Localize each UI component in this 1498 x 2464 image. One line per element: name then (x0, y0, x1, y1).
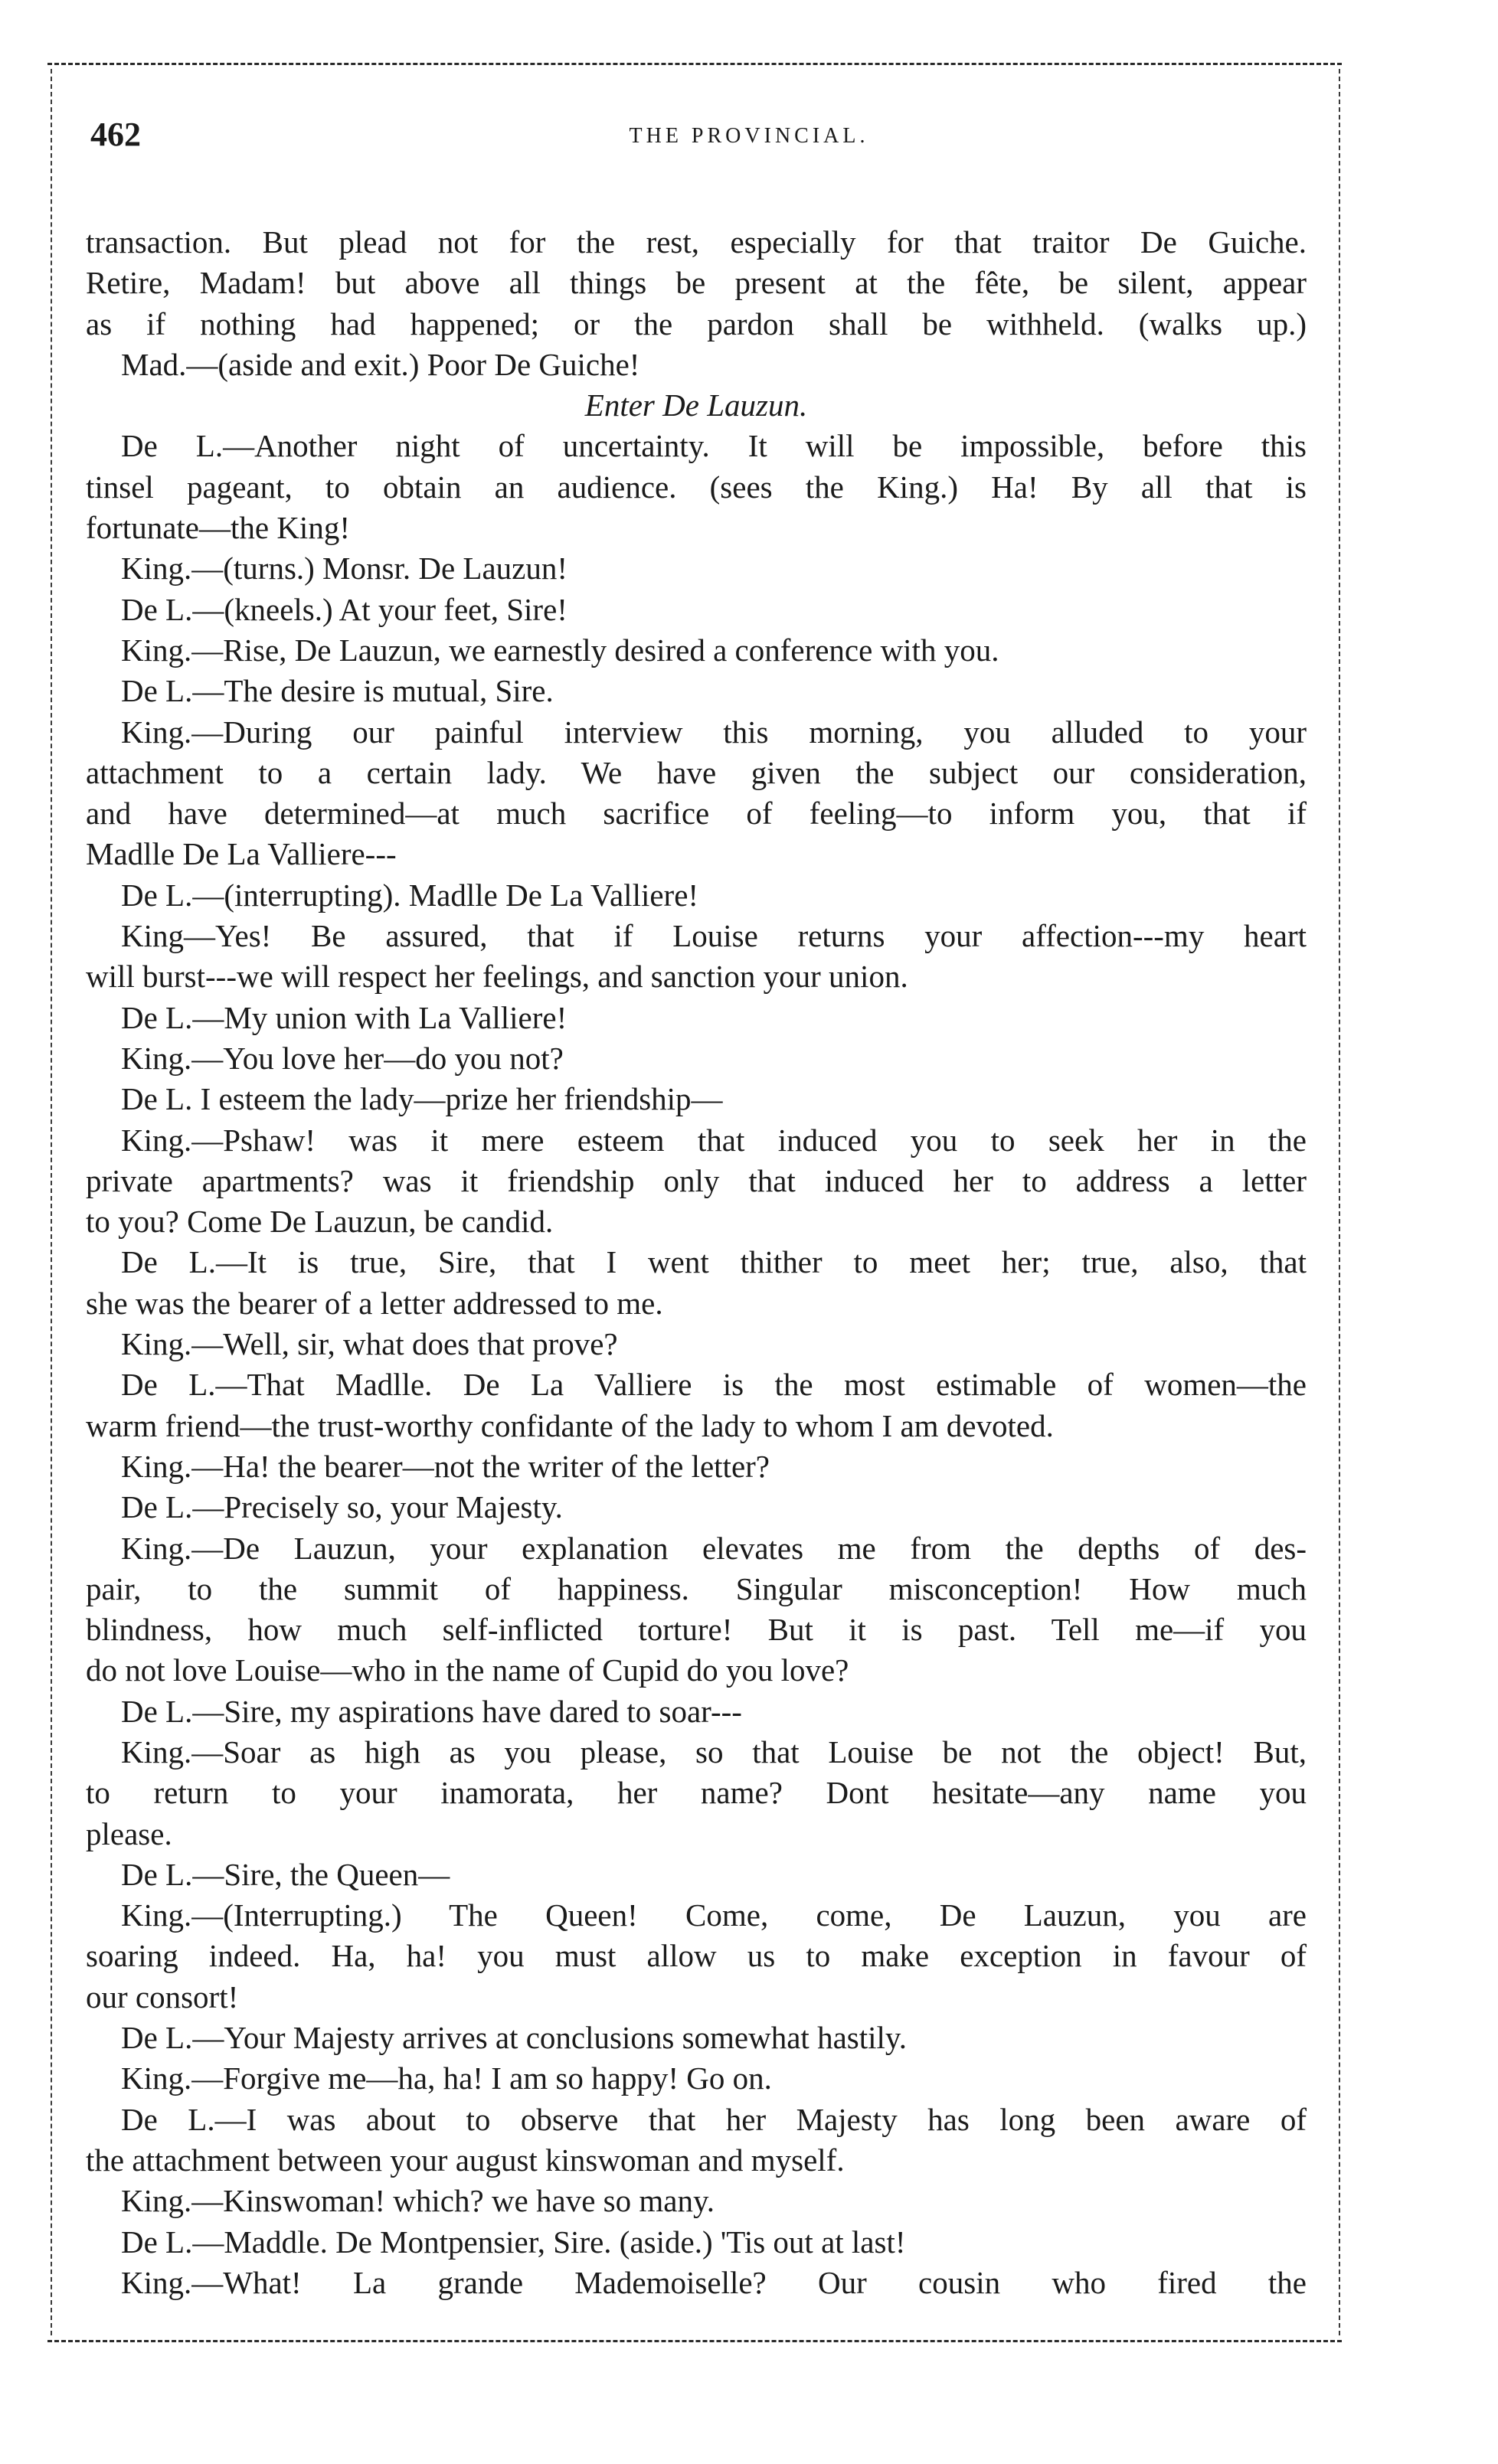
text-line: as if nothing had happened; or the pardon shall be withheld. (walks up.) (86, 306, 1307, 341)
text-line: King.—Well, sir, what does that prove? (121, 1326, 618, 1362)
text-line: De L.—I was about to observe that her Majesty has long been aware of (121, 2101, 1307, 2137)
text-line: De L.—(interrupting). Madlle De La Valliere! (121, 877, 699, 913)
text-line: to you? Come De Lauzun, be candid. (86, 1204, 554, 1240)
text-line: De L.—My union with La Valliere! (121, 999, 567, 1035)
text-line: De L.—Maddle. De Montpensier, Sire. (aside.) 'Tis out at last! (121, 2224, 906, 2260)
text-line: King.—Pshaw! was it mere esteem that induced you to seek her in the (121, 1122, 1307, 1158)
right-border-rule (1339, 69, 1340, 2335)
text-line: King.—What! La grande Mademoiselle? Our cousin who fired the (121, 2264, 1307, 2300)
text-line: De L.—Sire, the Queen— (121, 1856, 450, 1892)
text-line: tinsel pageant, to obtain an audience. (sees the King.) Ha! By all that is (86, 469, 1307, 505)
body-text (86, 222, 1307, 2303)
text-line: De L.—The desire is mutual, Sire. (121, 673, 554, 709)
text-line: she was the bearer of a letter addressed to me. (86, 1285, 663, 1321)
text-line: will burst---we will respect her feelings, and sanction your union. (86, 959, 908, 995)
text-line: Madlle De La Valliere--- (86, 836, 397, 872)
text-line: King.—Kinswoman! which? we have so many. (121, 2183, 715, 2219)
text-line: blindness, how much self-inflicted torture! But it is past. Tell me—if you (86, 1612, 1307, 1648)
text-line: De L.—(kneels.) At your feet, Sire! (121, 591, 567, 627)
text-line: private apartments? was it friendship only that induced her to address a letter (86, 1162, 1307, 1198)
text-line: the attachment between your august kinswoman and myself. (86, 2142, 845, 2178)
top-border-rule (47, 63, 1342, 65)
text-line: De L.—Your Majesty arrives at conclusions somewhat hastily. (121, 2020, 907, 2056)
text-line: De L.—Another night of uncertainty. It will be impossible, before this (121, 428, 1307, 464)
page-number: 462 (90, 116, 141, 153)
text-line: King.—Ha! the bearer—not the writer of the letter? (121, 1448, 770, 1484)
stage-direction: Enter De Lauzun. (584, 387, 808, 423)
text-line: warm friend—the trust-worthy confidante of the lady to whom I am devoted. (86, 1407, 1054, 1443)
text-line: Mad.—(aside and exit.) Poor De Guiche! (121, 346, 640, 382)
text-line: please. (86, 1815, 172, 1851)
text-line: soaring indeed. Ha, ha! you must allow us to make exception in favour of (86, 1938, 1307, 1974)
text-line: De L.—Sire, my aspirations have dared to soar--- (121, 1693, 742, 1729)
text-line: do not love Louise—who in the name of Cupid do you love? (86, 1652, 849, 1688)
text-line: King—Yes! Be assured, that if Louise returns your affection---my heart (121, 918, 1307, 954)
text-line: King.—Forgive me—ha, ha! I am so happy! Go on. (121, 2060, 772, 2096)
running-title: THE PROVINCIAL. (629, 124, 869, 148)
bottom-border-rule (47, 2340, 1342, 2342)
text-line: King.—Soar as high as you please, so that Louise be not the object! But, (121, 1734, 1307, 1770)
text-line: our consort! (86, 1979, 239, 2015)
text-line: fortunate—the King! (86, 510, 350, 546)
text-line: King.—De Lauzun, your explanation elevates me from the depths of des- (121, 1530, 1307, 1566)
text-line: King.—Rise, De Lauzun, we earnestly desired a conference with you. (121, 632, 999, 668)
text-line: De L.—That Madlle. De La Valliere is the most estimable of women—the (121, 1367, 1307, 1403)
text-line: attachment to a certain lady. We have given the subject our consideration, (86, 754, 1307, 790)
left-border-rule (51, 69, 52, 2335)
text-line: pair, to the summit of happiness. Singular misconception! How much (86, 1570, 1307, 1606)
text-line: King.—(turns.) Monsr. De Lauzun! (121, 551, 568, 587)
text-line: King.—During our painful interview this morning, you alluded to your (121, 714, 1307, 750)
text-line: Retire, Madam! but above all things be present at the fête, be silent, appear (86, 265, 1307, 301)
text-line: De L. I esteem the lady—prize her friendship— (121, 1081, 723, 1117)
text-line: transaction. But plead not for the rest, especially for that traitor De Guiche. (86, 224, 1307, 260)
text-line: King.—(Interrupting.) The Queen! Come, come, De Lauzun, you are (121, 1897, 1307, 1933)
text-line: De L.—Precisely so, your Majesty. (121, 1489, 563, 1525)
text-line: to return to your inamorata, her name? Dont hesitate—any name you (86, 1775, 1307, 1811)
text-line: and have determined—at much sacrifice of feeling—to inform you, that if (86, 796, 1307, 832)
text-line: De L.—It is true, Sire, that I went thither to meet her; true, also, that (121, 1244, 1307, 1280)
text-line: King.—You love her—do you not? (121, 1040, 564, 1076)
